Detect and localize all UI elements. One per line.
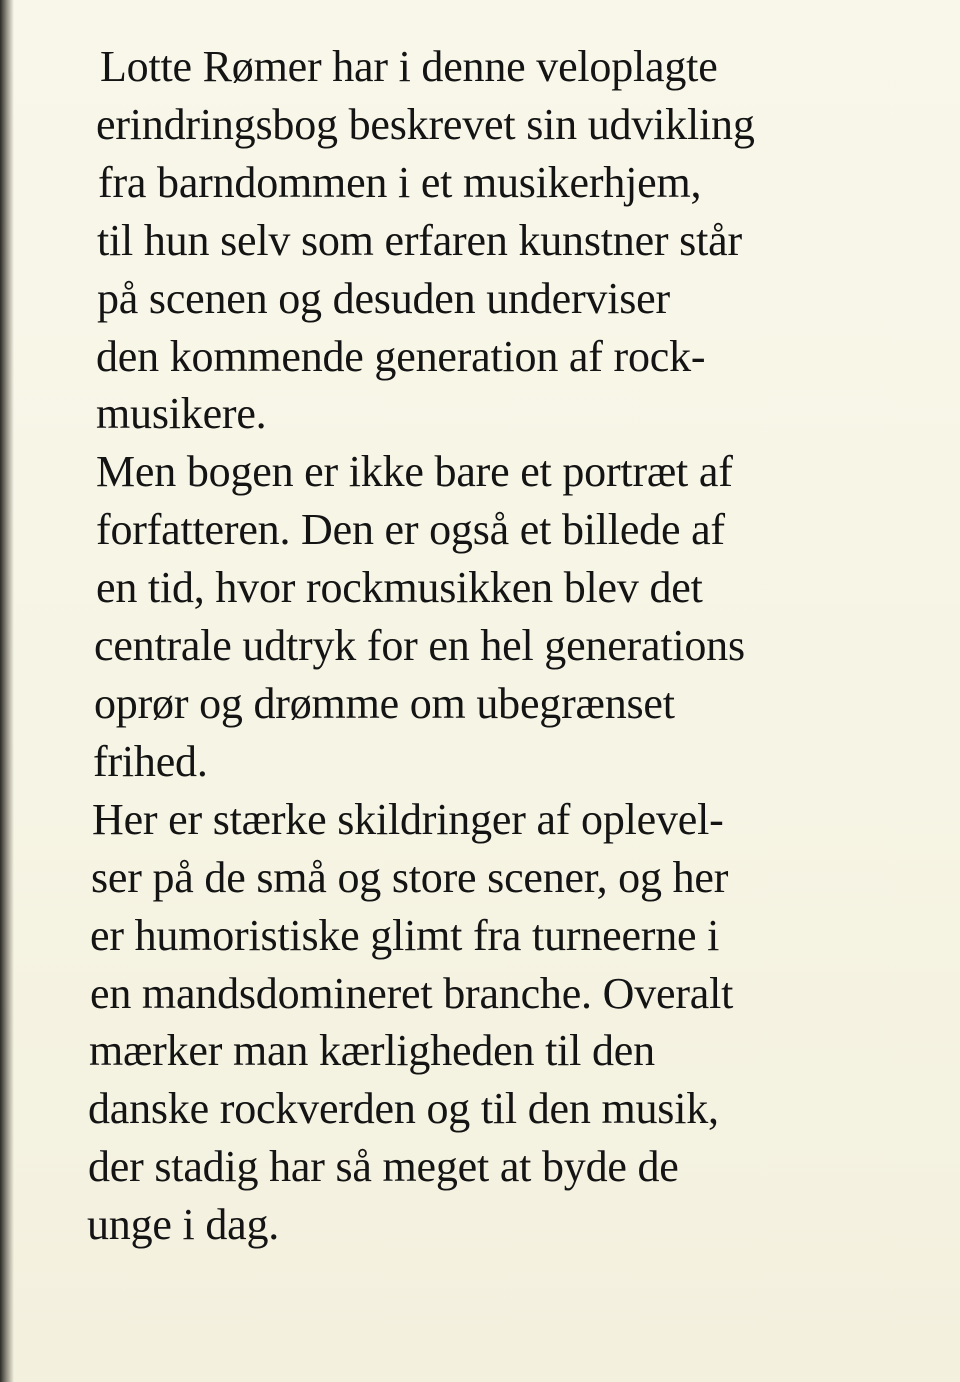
text-line: erindringsbog beskrevet sin udvikling	[96, 99, 755, 149]
text-line: mærker man kærligheden til den	[89, 1026, 655, 1076]
blurb-text	[87, 38, 936, 1254]
text-line: musikere.	[96, 389, 267, 439]
page-edge-shadow	[0, 0, 14, 1382]
text-line: centrale udtryk for en hel generations	[94, 621, 745, 671]
text-line: ser på de små og store scener, og her	[91, 852, 729, 902]
text-line: der stadig har så meget at byde de	[88, 1142, 679, 1192]
text-line: til hun selv som erfaren kunstner står	[97, 215, 742, 265]
text-line: oprør og drømme om ubegrænset	[94, 678, 675, 728]
text-line: Men bogen er ikke bare et portræt af	[96, 447, 733, 497]
text-line: fra barndommen i et musikerhjem,	[98, 157, 702, 207]
text-line: frihed.	[93, 736, 208, 786]
text-line: er humoristiske glimt fra turneerne i	[90, 910, 720, 960]
text-line: på scenen og desuden underviser	[97, 273, 670, 323]
text-line: en tid, hvor rockmusikken blev det	[96, 563, 703, 613]
text-line: Lotte Rømer har i denne veloplagte	[100, 42, 718, 91]
text-line: den kommende generation af rock-	[96, 331, 706, 381]
text-line: Her er stærke skildringer af oplevel-	[92, 794, 724, 844]
text-line: unge i dag.	[87, 1200, 280, 1250]
text-line: danske rockverden og til den musik,	[88, 1084, 719, 1134]
text-line: forfatteren. Den er også et billede af	[96, 505, 725, 555]
text-line: en mandsdomineret branche. Overalt	[90, 968, 734, 1018]
